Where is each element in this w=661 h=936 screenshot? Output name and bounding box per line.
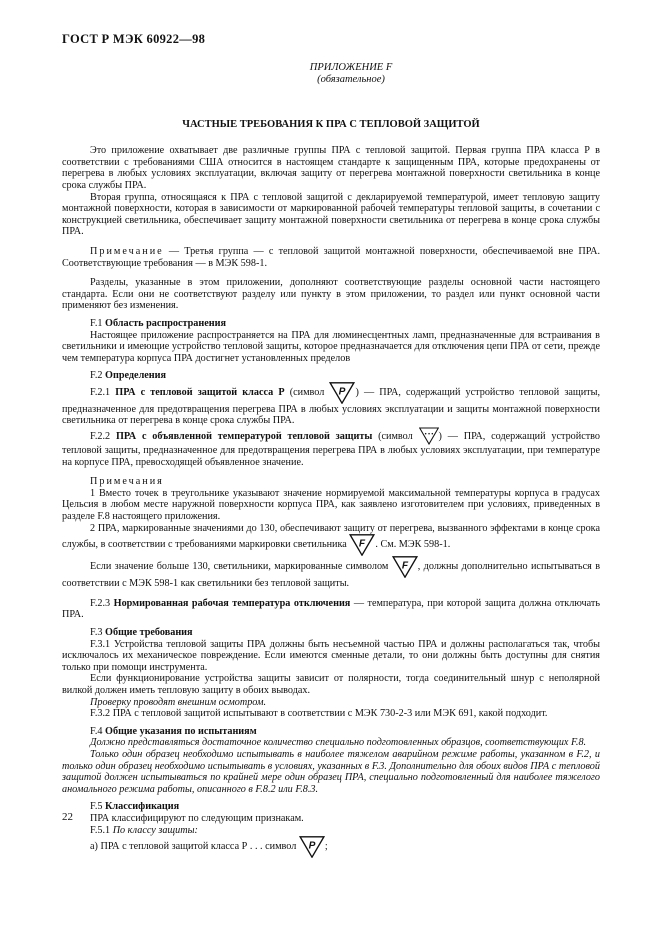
clause-text: Устройства тепловой защиты ПРА должны быть несъемной частью ПРА и должны располагаться так, чтобы исключалось их механическое повреждение. Если имеются сменные детали, то они должны быть доступны для снятия только при помощи инструмента. <box>62 638 600 673</box>
class-p-symbol-icon <box>299 836 325 858</box>
note-text: , должны дополнительно испытываться в соответствии с МЭК 598-1 как светильники без тепловой защиты. <box>62 561 601 590</box>
section-f3-paragraph: Если функционирование устройства защиты зависит от полярности, тогда соединительный шнур с неполярной вилкой должен иметь тепловую защиту в обоих выводах. <box>62 673 600 696</box>
clause-term: Нормированная рабочая температура отключения <box>113 597 351 609</box>
intro-paragraph-3: Разделы, указанные в этом приложении, дополняют соответствующие разделы основной части настоящего стандарта. Если они не соответствуют разделу или пункту в этом приложении, то раздел или пункт основной части применяют без изменения. <box>62 277 600 312</box>
note-text: — Третья группа — с тепловой защитой монтажной поверхности, обеспечиваемой вне ПРА. Соответствующие требования — в МЭК 598-1. <box>62 245 600 269</box>
note-1: 1 Вместо точек в треугольнике указывают значение нормируемой максимальной температуры корпуса в градусах Цельсия в любом месте наружной поверхности корпуса ПРА, как заявлено изготовителем при условиях, приведенных в разделе F.8 настоящего приложения. <box>62 487 600 523</box>
section-number: F.1 <box>90 317 103 329</box>
symbol-prefix: (символ <box>289 386 325 398</box>
clause-f51 <box>62 825 600 837</box>
clause-text: ) — ПРА, содержащий устройство тепловой защиты, предназначенное для предотвращения перегрева ПРА в любых условиях эксплуатации и защиты монтажной поверхности светильника от перегрева в конце срока службы ПРА. <box>62 386 601 427</box>
note-label: Примечание <box>90 245 164 257</box>
list-item-text: а) ПРА с тепловой защитой класса Р . . . символ <box>90 841 297 853</box>
symbol-prefix: (символ <box>378 431 413 443</box>
intro-paragraph-1: Это приложение охватывает две различные группы ПРА с тепловой защитой. Первая группа ПРА класса Р в соответствии с требованиями США относится в настоящем стандарте к защищенным ПРА, которые предохранены от перегрева в любых условиях эксплуатации, включая защиту от перегрева монтажной поверхности светильника в конце срока службы ПРА. <box>62 145 600 191</box>
luminaire-f-symbol-icon <box>349 534 375 556</box>
symbol-letter: P <box>308 840 316 852</box>
class-p-symbol-icon <box>329 382 355 404</box>
clause-term: ПРА с объявленной температурой тепловой защиты <box>115 431 373 443</box>
section-f5-heading <box>62 801 600 813</box>
notes-label: Примечания <box>90 476 164 488</box>
symbol-letter: F <box>401 560 408 572</box>
section-f4-paragraph-1: Должно представляться достаточное количество специально подготовленных образцов, соответствующих F.8. <box>90 737 587 749</box>
clause-text: ПРА с тепловой защитой испытывают в соответствии с МЭК 730-2-3 или МЭК 691, какой подходит. <box>112 708 548 720</box>
clause-text: ) — ПРА, содержащий устройство тепловой защиты, предназначенное для предотвращения перегрева ПРА в любых условиях эксплуатации, при температуре на корпусе ПРА, превосходящей объявленное значение. <box>62 431 601 468</box>
clause-f21 <box>62 382 600 427</box>
clause-f31 <box>62 639 600 674</box>
section-f2-heading <box>62 370 600 382</box>
section-title: Классификация <box>105 801 180 813</box>
page-number: 22 <box>62 811 73 823</box>
list-item-a <box>62 836 600 858</box>
intro-note <box>62 246 600 269</box>
note-text: 2 ПРА, маркированные значениями до 130, обеспечивают защиту от перегрева, вызванного эффектами в конце срока службы, в соответствии с требованиями маркировки светильника <box>62 522 600 551</box>
clause-f23 <box>62 598 600 621</box>
document-header: ГОСТ Р МЭК 60922—98 <box>62 32 206 46</box>
clause-term: ПРА с тепловой защитой класса Р <box>115 386 285 398</box>
section-title: Область распространения <box>105 317 227 329</box>
clause-number: F.2.2 <box>90 431 111 443</box>
clause-number: F.3.2 <box>90 708 111 720</box>
clause-number: F.5.1 <box>90 824 111 836</box>
section-title: Общие требования <box>105 627 193 638</box>
symbol-letter: F <box>359 538 366 550</box>
section-f4-heading <box>62 726 600 738</box>
appendix-label: ПРИЛОЖЕНИЕ F <box>309 61 393 73</box>
section-f4-paragraph-2: Только один образец необходимо испытывать в наиболее тяжелом аварийном режиме работы, указанном в F.2, и только один образец необходимо испытывать в условиях, указанных в F.3. Дополнительно для обоих видов ПРА с тепловой защитой должен испытываться по крайней мере один образец ПРА, специально подготовленный для наиболее тяжелого аномального режима работы, описанного в F.8.2 или F.8.3. <box>62 748 600 795</box>
note-3 <box>62 556 600 590</box>
section-number: F.5 <box>90 801 103 813</box>
clause-f22 <box>62 427 600 468</box>
appendix-status: (обязательное) <box>317 73 385 85</box>
note-text: Если значение больше 130, светильники, маркированные символом <box>90 561 389 573</box>
clause-number: F.3.1 <box>90 638 111 650</box>
section-number: F.3 <box>90 627 103 638</box>
symbol-letter: P <box>339 386 346 398</box>
section-title: Определения <box>105 370 167 382</box>
clause-number: F.2.1 <box>90 386 111 398</box>
section-f1-heading <box>62 318 600 330</box>
appendix-heading <box>102 62 600 86</box>
symbol-dots: • • • <box>424 431 433 438</box>
list-item-end: ; <box>324 841 328 853</box>
section-f5-paragraph: ПРА классифицируют по следующим признакам. <box>90 812 304 824</box>
declared-temp-symbol-icon <box>419 427 439 445</box>
clause-f32 <box>62 708 600 720</box>
section-f1-text: Настоящее приложение распространяется на ПРА для люминесцентных ламп, предназначенные для встраивания в светильники и имеющие устройство тепловой защиты, которое предназначается для отключения цепи ПРА от сети, прежде чем температура корпуса ПРА достигнет установленных пределов <box>62 329 600 364</box>
clause-text: По классу защиты: <box>112 824 198 836</box>
clause-text: — температура, при которой защита должна отключать ПРА. <box>62 597 601 621</box>
note-text: . См. МЭК 598-1. <box>375 539 451 551</box>
intro-paragraph-2: Вторая группа, относящаяся к ПРА с тепловой защитой с декларируемой температурой, имеет тепловую защиту монтажной поверхности, которая в зависимости от маркированной рабочей температуры тепловой защиты, в сочетании с конструкцией светильника, обеспечивает защиту монтажной поверхности светильника от перегрева в конце срока службы ПРА. <box>62 191 600 238</box>
section-f3-heading <box>62 627 600 639</box>
clause-number: F.2.3 <box>90 597 111 609</box>
note-2 <box>62 523 600 557</box>
inspection-note: Проверку проводят внешним осмотром. <box>90 696 267 708</box>
section-number: F.2 <box>90 370 103 382</box>
section-number: F.4 <box>90 725 103 737</box>
luminaire-f-symbol-icon <box>392 556 418 578</box>
section-title: Общие указания по испытаниям <box>105 725 257 737</box>
appendix-title: ЧАСТНЫЕ ТРЕБОВАНИЯ К ПРА С ТЕПЛОВОЙ ЗАЩИТОЙ <box>182 118 480 130</box>
document-page <box>62 34 600 858</box>
